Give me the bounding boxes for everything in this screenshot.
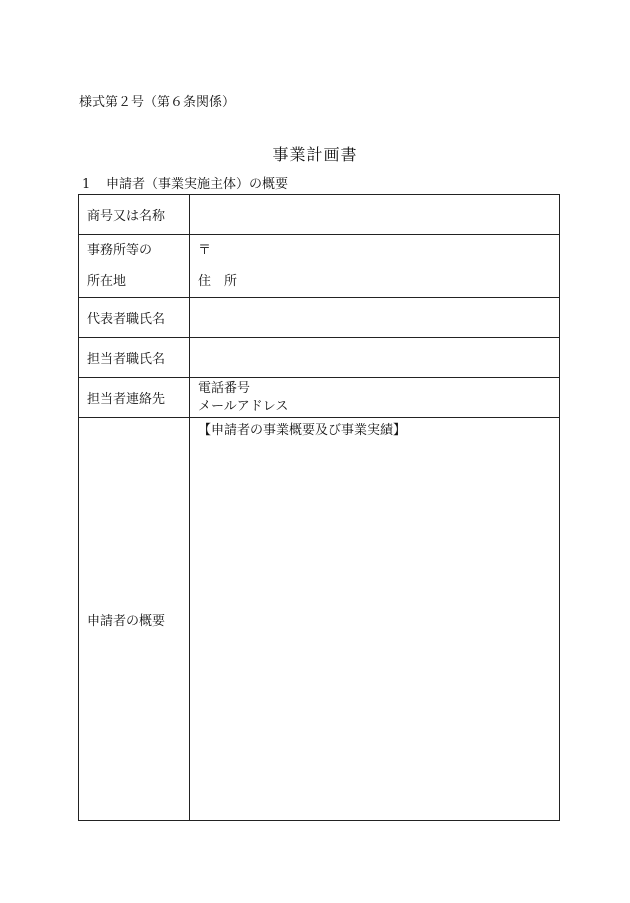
- email-label: メールアドレス: [198, 398, 289, 414]
- office-location-label: [79, 235, 190, 298]
- form-number: 様式第２号（第６条関係）: [79, 95, 236, 110]
- trade-name-label: 商号又は名称: [79, 195, 190, 235]
- contact-row: [79, 378, 560, 418]
- trade-name-row: [79, 195, 560, 235]
- address-label: 住 所: [198, 274, 238, 289]
- section-number: 1: [82, 177, 91, 192]
- applicant-overview-table: [78, 194, 560, 821]
- postal-mark: 〒: [198, 243, 212, 258]
- overview-row: [79, 418, 560, 821]
- document-title: 事業計画書: [272, 145, 358, 164]
- person-in-charge-label: 担当者職氏名: [79, 338, 190, 378]
- overview-content-heading: 【申請者の事業概要及び事業実績】: [198, 423, 407, 438]
- person-in-charge-field[interactable]: [190, 338, 560, 378]
- overview-field[interactable]: [190, 418, 560, 821]
- section-heading-text: 申請者（事業実施主体）の概要: [106, 177, 289, 192]
- overview-label: 申請者の概要: [79, 418, 190, 821]
- representative-field[interactable]: [190, 298, 560, 338]
- representative-label: 代表者職氏名: [79, 298, 190, 338]
- person-in-charge-row: [79, 338, 560, 378]
- phone-label: 電話番号: [198, 380, 251, 396]
- contact-field[interactable]: [190, 378, 560, 418]
- office-location-row: [79, 235, 560, 298]
- office-location-label-line2: 所在地: [87, 274, 127, 289]
- office-location-field[interactable]: [190, 235, 560, 298]
- office-location-label-line1: 事務所等の: [87, 243, 153, 258]
- contact-label: 担当者連絡先: [79, 378, 190, 418]
- section-heading: [82, 176, 288, 194]
- trade-name-field[interactable]: [190, 195, 560, 235]
- representative-row: [79, 298, 560, 338]
